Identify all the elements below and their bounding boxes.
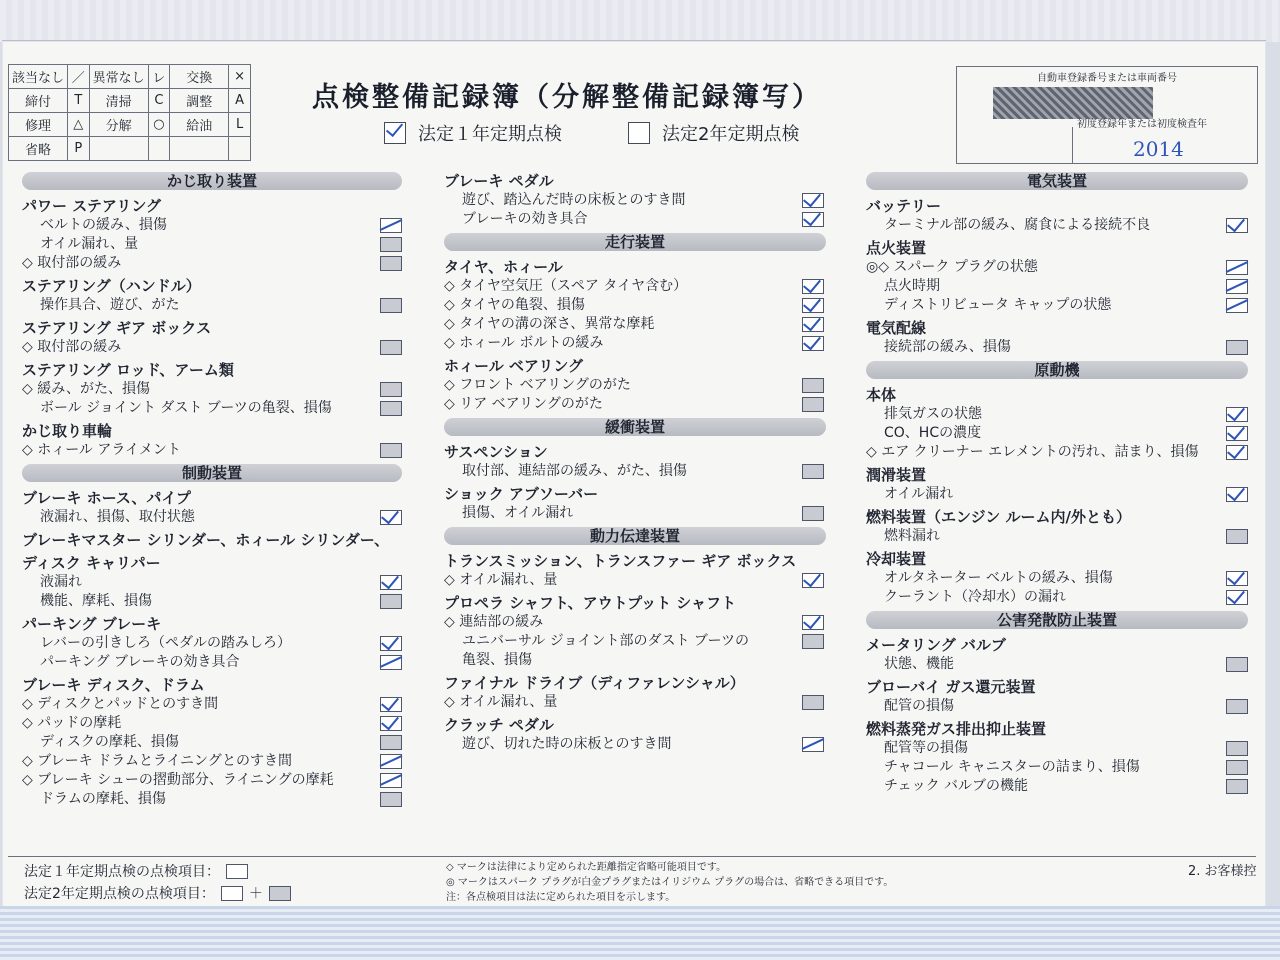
footer-biennial-label: 法定2年定期点検の点検項目：	[24, 886, 215, 902]
group-title: ディスク キャリパー	[22, 554, 161, 572]
check-item-box[interactable]	[380, 298, 402, 313]
check-item-label: 操作具合、遊び、がた	[40, 297, 180, 313]
group-title: バッテリー	[866, 197, 942, 215]
check-item-box[interactable]	[1226, 571, 1248, 586]
check-item-label: 遊び、踏込んだ時の床板とのすき間	[462, 192, 686, 208]
group-title: ブローバイ ガス還元装置	[866, 678, 1036, 696]
check-item-label: パーキング ブレーキの効き具合	[40, 654, 240, 670]
check-item-box[interactable]	[1226, 218, 1248, 233]
check-item	[866, 424, 1248, 443]
check-item	[22, 508, 402, 527]
check-item-box[interactable]	[802, 615, 824, 630]
group-title: プロペラ シャフト、アウトプット シャフト	[444, 594, 736, 612]
group-title: ショック アブソーバー	[444, 485, 599, 503]
check-item-label: 排気ガスの状態	[884, 406, 982, 422]
check-item-box[interactable]	[380, 773, 402, 788]
check-item-label: ◇ ブレーキ シューの摺動部分、ライニングの摩耗	[22, 772, 334, 788]
previous-sheet-edge	[0, 0, 1280, 42]
check-item-label: 配管の損傷	[884, 698, 954, 714]
check-item	[22, 771, 402, 790]
check-item-box[interactable]	[1226, 657, 1248, 672]
check-item	[866, 258, 1248, 277]
legend-symbol	[148, 137, 170, 161]
group-title: ブレーキマスター シリンダー、ホィール シリンダー、	[22, 531, 390, 549]
check-item-box[interactable]	[802, 193, 824, 208]
footer-note-1: ◇ マークは法律により定められた距離指定省略可能項目です。	[446, 862, 727, 873]
next-sheet-edge	[0, 906, 1280, 960]
check-item-box[interactable]	[1226, 529, 1248, 544]
check-item-label: ◎◇ スパーク プラグの状態	[866, 259, 1038, 275]
group-title: 電気配線	[866, 319, 927, 337]
footer-white-box	[226, 864, 248, 879]
check-item	[22, 380, 402, 399]
check-item-label: ドラムの摩耗、損傷	[40, 791, 166, 807]
check-item-label: 接続部の緩み、損傷	[884, 339, 1011, 355]
legend-name: 調整	[170, 89, 229, 113]
check-item-box[interactable]	[802, 397, 824, 412]
check-item-label: ◇ フロント ベアリングのがた	[444, 377, 631, 393]
check-item	[866, 697, 1248, 716]
check-item-box[interactable]	[380, 754, 402, 769]
check-item-label: 亀裂、損傷	[462, 652, 532, 668]
check-item	[22, 235, 402, 254]
legend-symbol	[229, 137, 251, 161]
check-item-label: ◇ 連結部の緩み	[444, 614, 544, 630]
footer-legend	[24, 860, 291, 904]
biennial-checkbox[interactable]	[628, 122, 650, 144]
group-title: ファイナル ドライブ（ディファレンシャル）	[444, 674, 745, 692]
legend-symbol: △	[67, 113, 89, 137]
check-item-label: ◇ タイヤの亀裂、損傷	[444, 297, 585, 313]
legend-name: 該当なし	[9, 65, 68, 89]
legend-name: 分解	[89, 113, 148, 137]
check-item-box[interactable]	[1226, 426, 1248, 441]
check-item-box[interactable]	[1226, 340, 1248, 355]
check-item	[22, 399, 402, 418]
legend-symbol: レ	[148, 65, 170, 89]
check-item-box[interactable]	[802, 378, 824, 393]
check-item-box[interactable]	[802, 573, 824, 588]
group-title: 燃料蒸発ガス排出抑止装置	[866, 720, 1047, 738]
registration-divider	[1072, 127, 1073, 163]
check-item	[444, 693, 826, 712]
check-item-box[interactable]	[380, 716, 402, 731]
group-title: 冷却装置	[866, 550, 927, 568]
check-item-label: ◇ オイル漏れ、量	[444, 572, 558, 588]
footer-note-3: 注：各点検項目は法に定められた項目を示します。	[446, 892, 676, 903]
check-item	[866, 277, 1248, 296]
check-item-box[interactable]	[1226, 590, 1248, 605]
biennial-label: 法定2年定期点検	[662, 124, 800, 145]
check-item-label: ◇ ブレーキ ドラムとライニングとのすき間	[22, 753, 292, 769]
annual-checkbox[interactable]	[384, 122, 406, 144]
group-title: ステアリング（ハンドル）	[22, 277, 201, 295]
check-item	[866, 443, 1248, 462]
check-item	[22, 441, 402, 460]
group-title: タイヤ、ホィール	[444, 258, 563, 276]
legend-symbol: ／	[67, 65, 89, 89]
check-item	[866, 588, 1248, 607]
check-item	[444, 651, 826, 670]
check-item-label: チャコール キャニスターの詰まり、損傷	[884, 759, 1140, 775]
check-item-box[interactable]	[802, 298, 824, 313]
check-item-box[interactable]	[380, 401, 402, 416]
legend-name: 清掃	[89, 89, 148, 113]
check-item-label: 配管等の損傷	[884, 740, 968, 756]
section-header: 走行装置	[444, 233, 826, 251]
check-item-label: ◇ 緩み、がた、損傷	[22, 381, 151, 397]
check-item	[444, 277, 826, 296]
check-item-box[interactable]	[802, 737, 824, 752]
check-item-box[interactable]	[1226, 760, 1248, 775]
check-item-label: CO、HCの濃度	[884, 425, 982, 441]
section-header: 原動機	[866, 361, 1248, 379]
page-title: 点検整備記録簿（分解整備記録簿写）	[312, 82, 822, 113]
check-item-label: 状態、機能	[884, 656, 954, 672]
column-electrical-engine-emission	[866, 168, 1248, 796]
option-biennial[interactable]	[628, 120, 799, 146]
check-item-box[interactable]	[380, 256, 402, 271]
check-item-box[interactable]	[380, 697, 402, 712]
check-item	[866, 338, 1248, 357]
check-item	[22, 634, 402, 653]
registration-box	[956, 66, 1258, 164]
group-title: メータリング バルブ	[866, 636, 1006, 654]
check-item-box[interactable]	[380, 382, 402, 397]
check-item	[22, 254, 402, 273]
check-item-box[interactable]	[802, 336, 824, 351]
section-header: 動力伝達装置	[444, 527, 826, 545]
check-item	[866, 655, 1248, 674]
check-item-box[interactable]	[380, 218, 402, 233]
check-item-box[interactable]	[802, 695, 824, 710]
check-item-box[interactable]	[380, 237, 402, 252]
check-item-label: ◇ エア クリーナー エレメントの汚れ、詰まり、損傷	[866, 444, 1199, 460]
legend-name: 交換	[170, 65, 229, 89]
legend-name: 修理	[9, 113, 68, 137]
registration-label: 自動車登録番号または車両番号	[1037, 73, 1177, 84]
check-item-box[interactable]	[802, 506, 824, 521]
check-item	[22, 714, 402, 733]
check-item-label: ◇ リア ベアリングのがた	[444, 396, 603, 412]
check-item-label: 液漏れ	[40, 574, 82, 590]
check-item-label: 取付部、連結部の緩み、がた、損傷	[462, 463, 687, 479]
first-registration-year: 2014	[1133, 137, 1184, 161]
legend-grid	[8, 64, 251, 161]
check-item-label: 損傷、オイル漏れ	[462, 505, 574, 521]
check-item-box[interactable]	[1226, 298, 1248, 313]
check-item-box[interactable]	[1226, 779, 1248, 794]
legend-symbol: C	[148, 89, 170, 113]
check-item-label: チェック バルブの機能	[884, 778, 1029, 794]
check-item	[22, 752, 402, 771]
check-item-box[interactable]	[380, 735, 402, 750]
check-item-box[interactable]	[802, 634, 824, 649]
check-item-box[interactable]	[380, 443, 402, 458]
section-header: 制動装置	[22, 464, 402, 482]
section-header: かじ取り装置	[22, 172, 402, 190]
check-item-box[interactable]	[380, 636, 402, 651]
legend-symbol: ×	[229, 65, 251, 89]
check-item-box[interactable]	[380, 575, 402, 590]
check-item-label: ◇ ディスクとパッドとのすき間	[22, 696, 219, 712]
check-item-label: レバーの引きしろ（ペダルの踏みしろ）	[40, 635, 292, 651]
check-item	[866, 405, 1248, 424]
check-item	[866, 739, 1248, 758]
check-item	[444, 613, 826, 632]
check-item-label: ディスクの摩耗、損傷	[40, 734, 179, 750]
check-item	[866, 777, 1248, 796]
legend-symbol: ○	[148, 113, 170, 137]
check-item	[444, 210, 826, 229]
group-title: パーキング ブレーキ	[22, 615, 162, 633]
check-item-label: ◇ パッドの摩耗	[22, 715, 122, 731]
check-item	[22, 790, 402, 809]
group-title: サスペンション	[444, 443, 548, 461]
check-item	[444, 334, 826, 353]
column-brake-running-drive	[444, 168, 826, 754]
check-item-label: オイル漏れ、量	[40, 236, 139, 252]
check-item	[444, 462, 826, 481]
check-item-label: オルタネーター ベルトの緩み、損傷	[884, 570, 1113, 586]
check-item-label: ベルトの緩み、損傷	[40, 217, 167, 233]
customer-copy-label: 2. お客様控	[1188, 864, 1257, 879]
check-item-box[interactable]	[802, 317, 824, 332]
check-item-label: ターミナル部の緩み、腐食による接続不良	[884, 217, 1151, 233]
legend-name: 締付	[9, 89, 68, 113]
legend-name	[89, 137, 148, 161]
check-item-box[interactable]	[1226, 407, 1248, 422]
legend-symbol: A	[229, 89, 251, 113]
check-item	[22, 733, 402, 752]
check-item-box[interactable]	[1226, 445, 1248, 460]
footer-gray-box	[269, 886, 291, 901]
check-item-box[interactable]	[802, 279, 824, 294]
check-item	[444, 571, 826, 590]
group-title: 本体	[866, 386, 897, 404]
group-title: ステアリング ロッド、アーム類	[22, 361, 234, 379]
check-item-box[interactable]	[1226, 699, 1248, 714]
check-item-label: 遊び、切れた時の床板とのすき間	[462, 736, 672, 752]
group-title: クラッチ ペダル	[444, 716, 554, 734]
group-title: ブレーキ ディスク、ドラム	[22, 676, 205, 694]
check-item-label: ◇ 取付部の緩み	[22, 339, 122, 355]
group-title: ステアリング ギア ボックス	[22, 319, 212, 337]
legend-symbol: L	[229, 113, 251, 137]
check-item-label: 液漏れ、損傷、取付状態	[40, 509, 195, 525]
section-header: 公害発散防止装置	[866, 611, 1248, 629]
legend-name: 給油	[170, 113, 229, 137]
first-registration-label: 初度登録年または初度検査年	[1077, 119, 1207, 130]
column-steering-brakes	[22, 168, 402, 809]
check-item	[866, 569, 1248, 588]
check-item-label: ◇ ホィール アライメント	[22, 442, 181, 458]
group-title: 潤滑装置	[866, 466, 927, 484]
check-item-label: ◇ 取付部の緩み	[22, 255, 122, 271]
check-item-label: 燃料漏れ	[884, 528, 940, 544]
check-item-label: クーラント（冷却水）の漏れ	[884, 589, 1066, 605]
group-title: 燃料装置（エンジン ルーム内/外とも）	[866, 508, 1131, 526]
legend-name: 省略	[9, 137, 68, 161]
group-title: ブレーキ ホース、パイプ	[22, 489, 191, 507]
check-item-label: ◇ ホィール ボルトの緩み	[444, 335, 604, 351]
check-item	[22, 216, 402, 235]
check-item	[866, 296, 1248, 315]
check-item-label: ディストリビュータ キャップの状態	[884, 297, 1112, 313]
check-item-box[interactable]	[802, 464, 824, 479]
check-item	[866, 758, 1248, 777]
section-header: 電気装置	[866, 172, 1248, 190]
check-item-label: ◇ タイヤの溝の深さ、異常な摩耗	[444, 316, 655, 332]
check-item	[444, 632, 826, 651]
check-item	[22, 296, 402, 315]
check-item	[866, 527, 1248, 546]
check-item-box[interactable]	[1226, 260, 1248, 275]
check-item-label: オイル漏れ	[884, 486, 954, 502]
section-header: 緩衝装置	[444, 418, 826, 436]
option-annual[interactable]	[384, 120, 562, 146]
footer-divider	[8, 856, 1256, 857]
legend-symbol: P	[67, 137, 89, 161]
group-title: ブレーキ ペダル	[444, 172, 554, 190]
check-item	[444, 395, 826, 414]
check-item-box[interactable]	[380, 510, 402, 525]
check-item-box[interactable]	[380, 792, 402, 807]
legend-name: 異常なし	[89, 65, 148, 89]
check-item	[22, 338, 402, 357]
check-item-label: 点火時期	[884, 278, 940, 294]
check-item	[22, 653, 402, 672]
footer-white-box-2	[221, 886, 243, 901]
annual-label: 法定１年定期点検	[418, 124, 562, 145]
footer-note-2: ◎ マークはスパーク プラグが白金プラグまたはイリジウム プラグの場合は、省略できる項目です。	[446, 877, 894, 888]
check-item	[22, 573, 402, 592]
check-item-box[interactable]	[802, 212, 824, 227]
check-item	[866, 216, 1248, 235]
check-item-label: ユニバーサル ジョイント部のダスト ブーツの	[462, 633, 749, 649]
check-item	[444, 296, 826, 315]
check-item-label: ブレーキの効き具合	[462, 211, 588, 227]
check-item-box[interactable]	[1226, 279, 1248, 294]
check-item-box[interactable]	[1226, 741, 1248, 756]
check-item-box[interactable]	[1226, 487, 1248, 502]
group-title: かじ取り車輪	[22, 422, 113, 440]
check-item-label: ◇ タイヤ空気圧（スペア タイヤ含む）	[444, 278, 688, 294]
check-item-box[interactable]	[380, 340, 402, 355]
group-title: パワー ステアリング	[22, 197, 162, 215]
group-title: トランスミッション、トランスファー ギア ボックス	[444, 552, 797, 570]
legend-name	[170, 137, 229, 161]
check-item	[444, 376, 826, 395]
check-item	[22, 592, 402, 611]
footer-plus: ＋	[248, 886, 263, 902]
legend-symbol: T	[67, 89, 89, 113]
footer-annual-label: 法定１年定期点検の点検項目：	[24, 864, 220, 880]
group-title: ホィール ベアリング	[444, 357, 584, 375]
group-title: 点火装置	[866, 239, 927, 257]
check-item	[866, 485, 1248, 504]
footer-notes	[446, 860, 893, 905]
check-item-label: ◇ オイル漏れ、量	[444, 694, 558, 710]
check-item	[444, 504, 826, 523]
check-item	[444, 735, 826, 754]
check-item-label: ボール ジョイント ダスト ブーツの亀裂、損傷	[40, 400, 332, 416]
check-item-label: 機能、摩耗、損傷	[40, 593, 152, 609]
check-item-box[interactable]	[380, 655, 402, 670]
check-item-box[interactable]	[380, 594, 402, 609]
check-item	[444, 191, 826, 210]
check-item	[444, 315, 826, 334]
check-item	[22, 695, 402, 714]
